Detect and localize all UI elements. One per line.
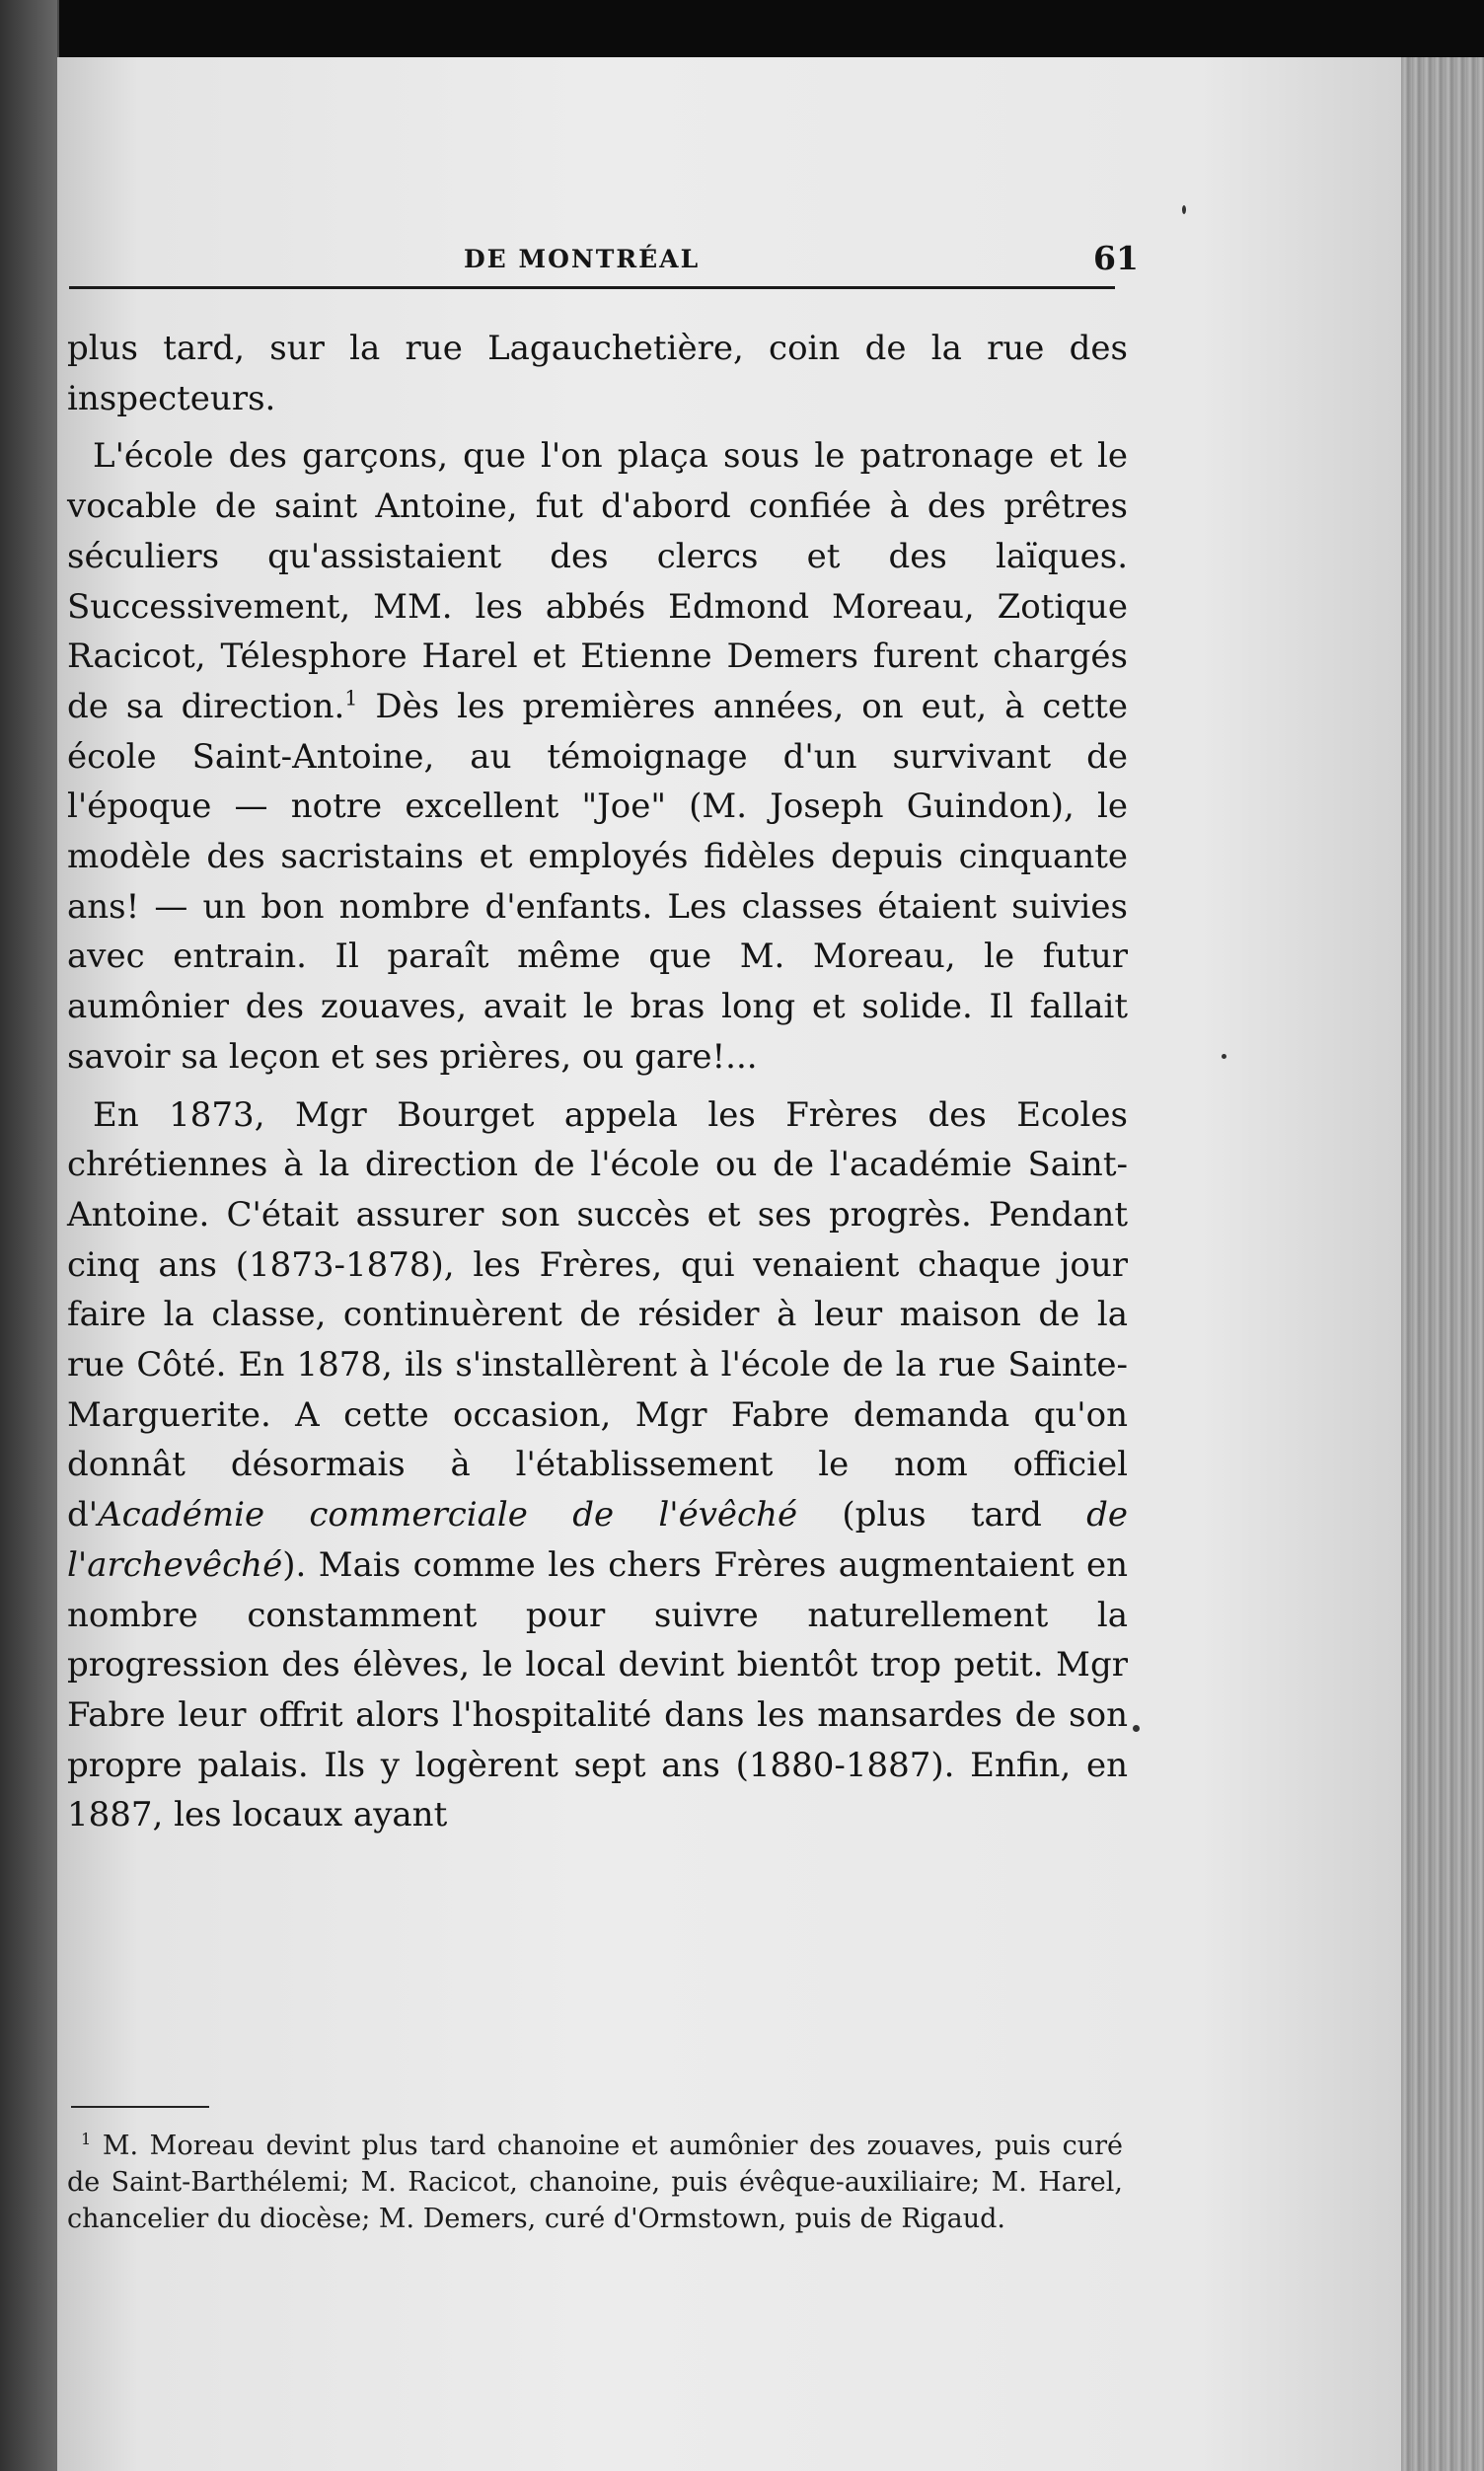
body-text xyxy=(67,324,1128,1848)
paragraph: plus tard, sur la rue Lagauchetière, coin de la rue des inspecteurs. xyxy=(67,329,1128,418)
paragraph-text: ). Mais comme les chers Frères augmentaient en nombre constamment pour suivre naturellement la progression des élèves, le local devint bientôt trop petit. Mgr Fabre leur offrit alors l'hospitalité dans les mansardes de son propre palais. Ils y logèrent sept ans (1880-1887). Enfin, en 1887, les locaux ayant xyxy=(67,1544,1128,1835)
paragraph-text: (plus tard xyxy=(797,1495,1087,1535)
footnotes xyxy=(67,2128,1123,2237)
scan-speck xyxy=(1133,1725,1140,1732)
scan-speck xyxy=(1222,1054,1226,1059)
footnote-rule xyxy=(71,2106,209,2108)
paragraph-text: L'école des garçons, que l'on plaça sous le patronage et le vocable de saint Antoine, fut d'abord confiée à des prêtres séculiers qu'assistaient des clercs et des laïques. Successivement, MM. les abbés Edmond Moreau, Zotique Racicot, Télesphore Harel et Etienne Demers furent chargés de sa direction. xyxy=(67,436,1128,726)
footnote-ref: 1 xyxy=(344,686,358,711)
footnote-text: M. Moreau devint plus tard chanoine et aumônier des zouaves, puis curé de Saint-Barthélemi; M. Racicot, chanoine, puis évêque-auxiliaire; M. Harel, chancelier du diocèse; M. Demers, curé d'Ormstown, puis de Rigaud. xyxy=(67,2131,1123,2234)
scan-speck xyxy=(1182,205,1186,214)
italic-text: de l'archevêché xyxy=(67,1495,1128,1585)
paragraph-text: Dès les premières années, on eut, à cette école Saint-Antoine, au témoignage d'un survivant de l'époque — notre excellent "Joe" (M. Joseph Guindon), le modèle des sacristains et employés fidèles depuis cinquante ans! — un bon nombre d'enfants. Les classes étaient suivies avec entrain. Il paraît même que M. Moreau, le futur aumônier des zouaves, avait le bras long et solide. Il fallait savoir sa leçon et ses prières, ou gare!... xyxy=(67,686,1128,1077)
footnote-marker: 1 xyxy=(81,2130,92,2148)
footnote xyxy=(67,2128,1123,2237)
book-page xyxy=(57,57,1401,2471)
previous-page-edge xyxy=(0,0,59,2471)
header-rule xyxy=(69,286,1115,289)
page-edges-stack xyxy=(1401,57,1484,2471)
page-header xyxy=(57,239,1401,304)
running-head: DE MONTRÉAL xyxy=(464,245,701,273)
italic-text: Académie commerciale de l'évêché xyxy=(98,1495,798,1535)
paragraph xyxy=(67,431,1128,1082)
paragraph-text: En 1873, Mgr Bourget appela les Frères des Ecoles chrétiennes à la direction de l'école ou de l'académie Saint-Antoine. C'était assurer son succès et ses progrès. Pendant cinq ans (1873-1878), les Frères, qui venaient chaque jour faire la classe, continuèrent de résider à leur maison de la rue Côté. En 1878, ils s'installèrent à l'école de la rue Sainte-Marguerite. A cette occasion, Mgr Fabre demanda qu'on donnât désormais à l'établissement le nom officiel d' xyxy=(67,1094,1128,1535)
paragraph xyxy=(67,1090,1128,1841)
page-number: 61 xyxy=(1093,239,1139,277)
